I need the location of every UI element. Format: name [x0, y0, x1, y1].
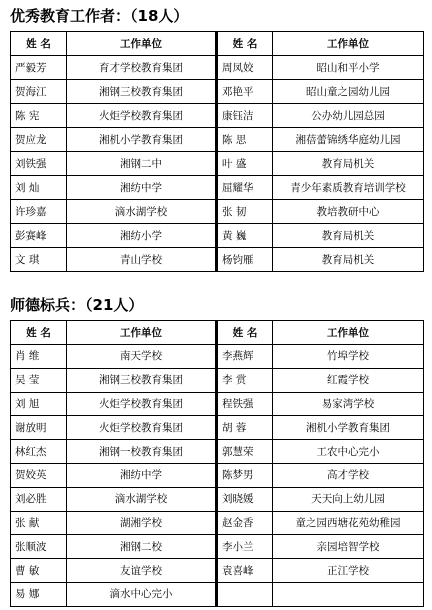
header-name: 姓 名: [11, 321, 67, 345]
person-name: 陈 思: [217, 128, 273, 152]
work-unit: 滴水湖学校: [67, 487, 217, 511]
work-unit: 竹埠学校: [273, 345, 424, 369]
work-unit: 湘钢三校教育集团: [67, 368, 217, 392]
work-unit: 火炬学校教育集团: [67, 392, 217, 416]
table-header-row: [11, 32, 424, 56]
person-name: 屈耀华: [217, 176, 273, 200]
person-name: 刘晓媛: [217, 487, 273, 511]
work-unit: 火炬学校教育集团: [67, 416, 217, 440]
person-name: 程铁强: [217, 392, 273, 416]
section-title-ethics-models: 师德标兵：（21人）: [10, 296, 144, 314]
person-name: 胡 蓉: [217, 416, 273, 440]
table-row: [11, 80, 424, 104]
work-unit: 教培教研中心: [273, 200, 424, 224]
work-unit: 滴水湖学校: [67, 200, 217, 224]
person-name: 刘 灿: [11, 176, 67, 200]
work-unit: 滴水中心完小: [67, 582, 217, 606]
work-unit: 易家湾学校: [273, 392, 424, 416]
person-name: 赵金香: [217, 511, 273, 535]
person-name: 刘必胜: [11, 487, 67, 511]
work-unit: 教育局机关: [273, 248, 424, 272]
work-unit: 童之园西塘花苑幼稚园: [273, 511, 424, 535]
person-name: 张 献: [11, 511, 67, 535]
table-row: [11, 56, 424, 80]
person-name: 刘 旭: [11, 392, 67, 416]
person-name: 贺应龙: [11, 128, 67, 152]
person-name: 张顺波: [11, 535, 67, 559]
ethics-models-table: [10, 320, 424, 607]
person-name: 陈 宪: [11, 104, 67, 128]
table-header-row: [11, 321, 424, 345]
person-name: 李燕辉: [217, 345, 273, 369]
person-name: 邓艳平: [217, 80, 273, 104]
work-unit: 湘机小学教育集团: [67, 128, 217, 152]
person-name: 彭赛峰: [11, 224, 67, 248]
work-unit: 昭山童之园幼儿园: [273, 80, 424, 104]
person-name: 谢放明: [11, 416, 67, 440]
table-row: [11, 152, 424, 176]
work-unit: 湘蓓蕾锦绣华庭幼儿园: [273, 128, 424, 152]
work-unit: 湘钢一校教育集团: [67, 440, 217, 464]
person-name: 贺海江: [11, 80, 67, 104]
work-unit: 青少年素质教育培训学校: [273, 176, 424, 200]
header-work-unit: 工作单位: [67, 32, 217, 56]
person-name: [217, 582, 273, 606]
table-row: [11, 128, 424, 152]
table-row: [11, 224, 424, 248]
work-unit: 昭山和平小学: [273, 56, 424, 80]
header-work-unit: 工作单位: [273, 321, 424, 345]
table-row: [11, 345, 424, 369]
person-name: 袁喜峰: [217, 559, 273, 583]
table-row: [11, 487, 424, 511]
work-unit: 湘钢三校教育集团: [67, 80, 217, 104]
work-unit: 湘钢二校: [67, 535, 217, 559]
work-unit: 火炬学校教育集团: [67, 104, 217, 128]
person-name: 李 赏: [217, 368, 273, 392]
work-unit: 南天学校: [67, 345, 217, 369]
header-name: 姓 名: [217, 321, 273, 345]
header-name: 姓 名: [11, 32, 67, 56]
table-row: [11, 200, 424, 224]
header-work-unit: 工作单位: [273, 32, 424, 56]
work-unit: 青山学校: [67, 248, 217, 272]
work-unit: 红霞学校: [273, 368, 424, 392]
work-unit: 教育局机关: [273, 152, 424, 176]
person-name: 林红杰: [11, 440, 67, 464]
person-name: 杨钧雁: [217, 248, 273, 272]
header-name: 姓 名: [217, 32, 273, 56]
table-row: [11, 511, 424, 535]
work-unit: 公办幼儿园总园: [273, 104, 424, 128]
person-name: 严毅芳: [11, 56, 67, 80]
table-row: [11, 463, 424, 487]
person-name: 刘铁强: [11, 152, 67, 176]
table-row: [11, 440, 424, 464]
person-name: 吴 莹: [11, 368, 67, 392]
work-unit: 亲园培智学校: [273, 535, 424, 559]
work-unit: 湘纺中学: [67, 463, 217, 487]
work-unit: 育才学校教育集团: [67, 56, 217, 80]
outstanding-educators-table: [10, 31, 424, 272]
table-row: [11, 104, 424, 128]
person-name: 张 韧: [217, 200, 273, 224]
work-unit: 天天向上幼儿园: [273, 487, 424, 511]
table-row: [11, 248, 424, 272]
work-unit: 教育局机关: [273, 224, 424, 248]
work-unit: 湘钢二中: [67, 152, 217, 176]
table-row: [11, 535, 424, 559]
work-unit: 湘纺中学: [67, 176, 217, 200]
table-row: [11, 392, 424, 416]
person-name: 许珍嘉: [11, 200, 67, 224]
person-name: 陈梦男: [217, 463, 273, 487]
work-unit: [273, 582, 424, 606]
person-name: 文 琪: [11, 248, 67, 272]
work-unit: 湘机小学教育集团: [273, 416, 424, 440]
person-name: 曹 敏: [11, 559, 67, 583]
work-unit: 高才学校: [273, 463, 424, 487]
table-row: [11, 416, 424, 440]
section-title-outstanding-educators: 优秀教育工作者：（18人）: [10, 7, 189, 25]
person-name: 易 娜: [11, 582, 67, 606]
table-row: [11, 559, 424, 583]
person-name: 周凤姣: [217, 56, 273, 80]
table-row: [11, 368, 424, 392]
work-unit: 正江学校: [273, 559, 424, 583]
work-unit: 湘纺小学: [67, 224, 217, 248]
work-unit: 友谊学校: [67, 559, 217, 583]
person-name: 叶 盛: [217, 152, 273, 176]
work-unit: 湖湘学校: [67, 511, 217, 535]
person-name: 郭慧荣: [217, 440, 273, 464]
person-name: 肖 维: [11, 345, 67, 369]
person-name: 康钰洁: [217, 104, 273, 128]
person-name: 李小兰: [217, 535, 273, 559]
person-name: 贺姣英: [11, 463, 67, 487]
table-row: [11, 582, 424, 606]
table-row: [11, 176, 424, 200]
person-name: 黄 巍: [217, 224, 273, 248]
work-unit: 工农中心完小: [273, 440, 424, 464]
header-work-unit: 工作单位: [67, 321, 217, 345]
